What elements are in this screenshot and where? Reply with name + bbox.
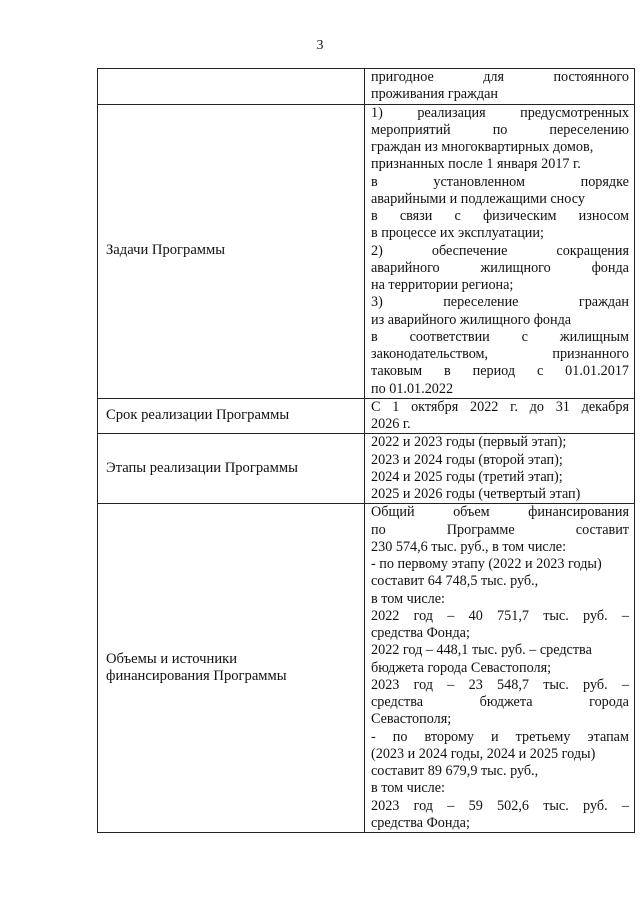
value-word: проживания граждан (371, 86, 499, 103)
value-line (371, 69, 629, 86)
value-word: год (413, 607, 433, 624)
value-line (371, 660, 629, 677)
value-line (371, 329, 629, 346)
value-word: составит 89 679,9 тыс. руб., (371, 763, 539, 779)
row-label-cell (98, 104, 365, 398)
table-row (98, 434, 635, 504)
value-word: 2022 и 2023 годы (первый этап); (371, 434, 567, 451)
value-word: 1) (371, 104, 383, 121)
value-word: третьему (515, 728, 571, 745)
value-word: – (447, 607, 455, 624)
value-line (371, 573, 629, 590)
value-line (371, 677, 629, 694)
row-label-text: Объемы и источники (106, 650, 238, 667)
row-value-cell (365, 504, 635, 833)
value-word: жилищным (559, 328, 629, 345)
value-line (371, 294, 629, 311)
row-label-cell (98, 69, 365, 105)
value-word: с (454, 208, 461, 224)
value-line (371, 556, 629, 573)
value-line (371, 729, 629, 746)
value-word: – (447, 797, 455, 814)
value-word: 2023 (371, 676, 400, 693)
value-word: сокращения (556, 242, 629, 259)
value-line (371, 608, 629, 625)
table-row (98, 504, 635, 833)
value-line (371, 522, 629, 539)
value-word: связи (399, 208, 433, 224)
value-word: Программе (446, 521, 515, 538)
value-word: – (621, 607, 629, 624)
value-word: реализация (417, 104, 486, 121)
value-word: по (371, 521, 386, 538)
row-value-cell (365, 104, 635, 398)
value-word: обеспечение (431, 242, 508, 259)
page-number: 3 (316, 38, 324, 53)
value-word: средства Фонда; (371, 814, 470, 831)
value-line (371, 591, 629, 608)
value-line (371, 780, 629, 797)
value-word: – (621, 797, 629, 814)
value-line (371, 798, 629, 815)
value-word: 2022 (470, 398, 499, 415)
value-line (371, 694, 629, 711)
value-word: 3) (371, 294, 383, 311)
value-word: 230 574,6 тыс. руб., в том числе: (371, 538, 567, 555)
table-row (98, 69, 635, 105)
value-word: в (371, 173, 378, 190)
value-word: 2) (371, 242, 383, 259)
value-word: руб. (583, 607, 608, 624)
value-word: 40 (468, 607, 483, 624)
value-word: аварийного (371, 259, 440, 276)
value-line (371, 122, 629, 139)
value-word: на территории региона; (371, 277, 514, 293)
value-word: С (371, 398, 381, 415)
value-word: составит 64 748,5 тыс. руб., (371, 573, 539, 590)
value-word: средства Фонда; (371, 625, 470, 641)
value-word: 2025 и 2026 годы (четвертый этап) (371, 486, 581, 502)
value-word: постоянного (553, 69, 629, 85)
value-word: 2026 г. (371, 416, 411, 432)
value-word: 751,7 (497, 607, 529, 624)
value-word: 548,7 (497, 676, 529, 693)
row-label-cell (98, 504, 365, 833)
value-word: 59 (468, 797, 483, 814)
value-line (371, 260, 629, 277)
value-word: 31 (555, 398, 570, 415)
value-line (371, 539, 629, 556)
value-line (371, 156, 629, 173)
value-word: Севастополя; (371, 711, 452, 728)
value-word: составит (575, 521, 629, 538)
value-line (371, 504, 629, 521)
value-word: средства (371, 694, 424, 710)
value-word: с (536, 363, 544, 380)
table-row (98, 104, 635, 398)
row-label-cell (98, 398, 365, 434)
value-word: руб. (583, 797, 608, 814)
value-line (371, 642, 629, 659)
value-word: тыс. (543, 676, 569, 693)
value-line (371, 434, 629, 451)
value-word: 23 (468, 676, 483, 693)
value-line (371, 625, 629, 642)
table-row (98, 398, 635, 434)
value-word: 1 (392, 398, 400, 415)
value-word: признанных после 1 января 2017 г. (371, 156, 581, 173)
value-word: жилищного (480, 259, 551, 276)
value-word: год (413, 676, 433, 693)
value-line (371, 363, 629, 380)
value-word: - по первому этапу (2022 и 2023 годы) (371, 556, 602, 572)
value-word: в (444, 363, 451, 380)
value-word: Общий (371, 504, 415, 521)
value-word: тыс. (543, 797, 569, 814)
value-word: по 01.01.2022 (371, 380, 454, 397)
value-word: аварийными и подлежащими сносу (371, 190, 585, 207)
value-word: граждан из многоквартирных домов, (371, 139, 594, 155)
value-line (371, 139, 629, 156)
value-line (371, 763, 629, 780)
value-word: 2022 (371, 607, 400, 624)
value-word: второму (424, 728, 474, 745)
value-word: этапам (587, 728, 629, 745)
value-word: законодательством, (371, 346, 489, 362)
value-word: - (371, 728, 376, 745)
value-word: и (491, 728, 499, 745)
value-line (371, 191, 629, 208)
value-word: (2023 и 2024 годы, 2024 и 2025 годы) (371, 745, 596, 762)
value-word: в том числе: (371, 780, 445, 797)
value-word: фонда (591, 259, 629, 276)
value-line (371, 399, 629, 416)
value-word: период (472, 363, 516, 380)
value-word: в том числе: (371, 590, 445, 607)
value-word: бюджета города Севастополя; (371, 659, 552, 676)
value-word: до (529, 398, 544, 415)
value-line (371, 381, 629, 398)
value-word: пригодное (371, 69, 434, 85)
value-line (371, 225, 629, 242)
value-line (371, 746, 629, 763)
value-word: переселение (443, 294, 519, 311)
value-word: предусмотренных (520, 104, 629, 121)
value-line (371, 452, 629, 469)
value-line (371, 105, 629, 122)
value-line (371, 346, 629, 363)
value-word: соответствии (409, 328, 490, 345)
value-word: 502,6 (497, 797, 529, 814)
value-word: по (392, 728, 408, 745)
value-word: по (492, 121, 508, 138)
value-word: граждан (578, 294, 629, 311)
value-line (371, 208, 629, 225)
value-word: 01.01.2017 (565, 363, 629, 380)
row-value-cell (365, 434, 635, 504)
value-line (371, 486, 629, 503)
value-word: из аварийного жилищного фонда (371, 311, 572, 328)
value-word: с (521, 328, 528, 345)
value-line (371, 469, 629, 486)
value-line (371, 312, 629, 329)
value-word: – (447, 676, 455, 693)
value-word: для (483, 69, 505, 85)
value-line (371, 174, 629, 191)
value-word: таковым (371, 363, 423, 380)
value-word: установленном (433, 173, 525, 190)
value-word: мероприятий (371, 121, 451, 138)
value-word: признанного (552, 346, 629, 362)
value-word: 2023 (371, 797, 400, 814)
program-passport-table (97, 68, 635, 833)
value-word: физическим (482, 208, 557, 224)
row-value-cell (365, 398, 635, 434)
value-line (371, 416, 629, 433)
row-label-text: Задачи Программы (106, 242, 226, 259)
value-word: год (413, 797, 433, 814)
row-label-cell (98, 434, 365, 504)
value-line (371, 815, 629, 832)
value-word: в (371, 208, 378, 224)
value-word: в (371, 328, 378, 345)
value-line (371, 277, 629, 294)
value-word: декабря (581, 398, 629, 415)
value-word: 2022 год – 448,1 тыс. руб. – средства (371, 642, 592, 659)
value-word: октября (411, 398, 459, 415)
value-word: города (589, 694, 629, 710)
value-word: объем (453, 504, 490, 521)
value-word: порядке (580, 173, 629, 190)
value-word: – (621, 676, 629, 693)
row-label-text: финансирования Программы (106, 668, 287, 685)
value-word: в процессе их эксплуатации; (371, 225, 544, 242)
value-line (371, 86, 629, 103)
value-word: бюджета (479, 694, 533, 710)
value-line (371, 711, 629, 728)
value-word: финансирования (528, 504, 629, 521)
value-word: 2024 и 2025 годы (третий этап); (371, 468, 563, 485)
value-word: 2023 и 2024 годы (второй этап); (371, 451, 563, 468)
value-word: г. (510, 398, 518, 415)
value-word: переселению (549, 121, 629, 138)
row-label-text: Срок реализации Программы (106, 407, 290, 424)
row-value-cell (365, 69, 635, 105)
value-word: износом (578, 208, 629, 224)
value-line (371, 243, 629, 260)
row-label-text: Этапы реализации Программы (106, 460, 298, 476)
value-word: руб. (583, 676, 608, 693)
value-word: тыс. (543, 607, 569, 624)
